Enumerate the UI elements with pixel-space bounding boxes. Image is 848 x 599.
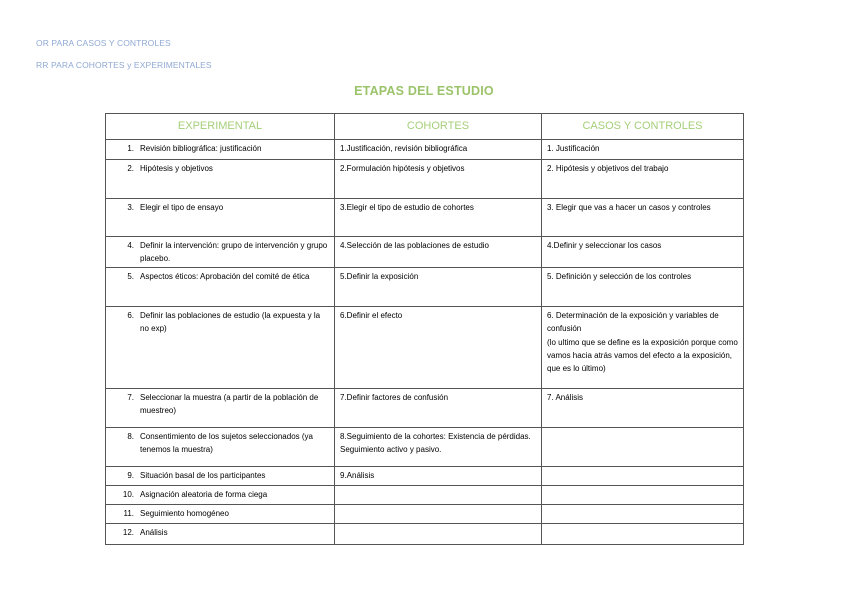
cell-casos-controles: 7. Análisis (542, 388, 744, 427)
cell-cohortes: 1.Justificación, revisión bibliográfica (335, 140, 542, 160)
step-number: 7. (127, 392, 134, 402)
step-number: 10. (122, 489, 134, 499)
cell-casos-controles (542, 523, 744, 544)
study-stages-table (105, 113, 744, 545)
cell-experimental (106, 466, 335, 485)
step-number: 2. (127, 164, 134, 173)
cell-experimental (106, 427, 335, 466)
step-number: 12. (122, 527, 134, 537)
step-text: Definir la intervención: grupo de intervención y grupo placebo. (140, 241, 328, 264)
cell-casos-controles (542, 466, 744, 485)
step-text: Seleccionar la muestra (a partir de la población de muestreo) (140, 392, 319, 416)
cell-experimental (106, 267, 335, 306)
cell-cohortes: 6.Definir el efecto (335, 306, 542, 388)
cell-cohortes: 3.Elegir el tipo de estudio de cohortes (335, 199, 542, 237)
table-row (106, 267, 744, 306)
step-number: 8. (127, 431, 134, 441)
cell-cohortes: 2.Formulación hipótesis y objetivos (335, 160, 542, 199)
cell-casos-controles: 5. Definición y selección de los controles (542, 267, 744, 306)
step-text: Situación basal de los participantes (140, 470, 266, 480)
header-casos-controles: CASOS Y CONTROLES (542, 114, 744, 140)
cell-experimental (106, 504, 335, 523)
step-text: Revisión bibliográfica: justificación (140, 144, 262, 153)
step-number: 5. (127, 271, 134, 281)
cell-experimental (106, 485, 335, 504)
cell-cohortes: 8.Seguimiento de la cohortes: Existencia de pérdidas. Seguimiento activo y pasivo. (335, 427, 542, 466)
table-row (106, 237, 744, 268)
table-row (106, 306, 744, 388)
table-row (106, 199, 744, 237)
step-text: Seguimiento homogéneo (140, 508, 229, 518)
note-or: OR PARA CASOS Y CONTROLES (36, 38, 171, 48)
table-row (106, 160, 744, 199)
note-rr: RR PARA COHORTES y EXPERIMENTALES (36, 60, 212, 70)
step-number: 4. (127, 241, 134, 250)
cell-casos-controles: 3. Elegir que vas a hacer un casos y controles (542, 199, 744, 237)
table-row (106, 140, 744, 160)
cell-experimental (106, 199, 335, 237)
table-row (106, 523, 744, 544)
step-text: Consentimiento de los sujetos seleccionados (ya tenemos la muestra) (140, 431, 313, 455)
cell-casos-controles (542, 427, 744, 466)
step-text: Asignación aleatoria de forma ciega (140, 489, 268, 499)
step-text: Elegir el tipo de ensayo (140, 203, 224, 212)
cell-experimental (106, 523, 335, 544)
cell-cohortes: 7.Definir factores de confusión (335, 388, 542, 427)
step-number: 9. (127, 470, 134, 480)
table-row (106, 466, 744, 485)
cell-experimental (106, 140, 335, 160)
cell-casos-controles: 1. Justificación (542, 140, 744, 160)
cell-cohortes: 4.Selección de las poblaciones de estudio (335, 237, 542, 268)
cell-casos-controles: 2. Hipótesis y objetivos del trabajo (542, 160, 744, 199)
step-number: 3. (127, 203, 134, 212)
cell-experimental (106, 388, 335, 427)
table-header-row (106, 114, 744, 140)
step-text: Análisis (140, 527, 168, 537)
step-number: 6. (127, 310, 134, 320)
step-text: Hipótesis y objetivos (140, 164, 213, 173)
step-text: Definir las poblaciones de estudio (la expuesta y la no exp) (140, 310, 321, 334)
cell-cohortes (335, 523, 542, 544)
table-row (106, 485, 744, 504)
cell-cohortes (335, 485, 542, 504)
cell-casos-controles (542, 485, 744, 504)
cell-casos-controles (542, 504, 744, 523)
page-title: ETAPAS DEL ESTUDIO (354, 84, 494, 98)
table-row (106, 504, 744, 523)
cell-experimental (106, 237, 335, 268)
table-row (106, 427, 744, 466)
cell-experimental (106, 160, 335, 199)
step-number: 1. (127, 144, 134, 153)
table-body (106, 140, 744, 545)
table-row (106, 388, 744, 427)
cell-casos-controles: 4.Definir y seleccionar los casos (542, 237, 744, 268)
cell-casos-controles: 6. Determinación de la exposición y variables de confusión (lo ultimo que se define es la exposición porque como vamos hacia atrás vamos del efecto a la exposición, que es lo último) (542, 306, 744, 388)
step-text: Aspectos éticos: Aprobación del comité de ética (140, 271, 310, 281)
cell-cohortes: 5.Definir la exposición (335, 267, 542, 306)
header-experimental: EXPERIMENTAL (106, 114, 335, 140)
header-cohortes: COHORTES (335, 114, 542, 140)
cell-cohortes (335, 504, 542, 523)
cell-experimental (106, 306, 335, 388)
cell-cohortes: 9.Análisis (335, 466, 542, 485)
step-number: 11. (123, 508, 134, 518)
